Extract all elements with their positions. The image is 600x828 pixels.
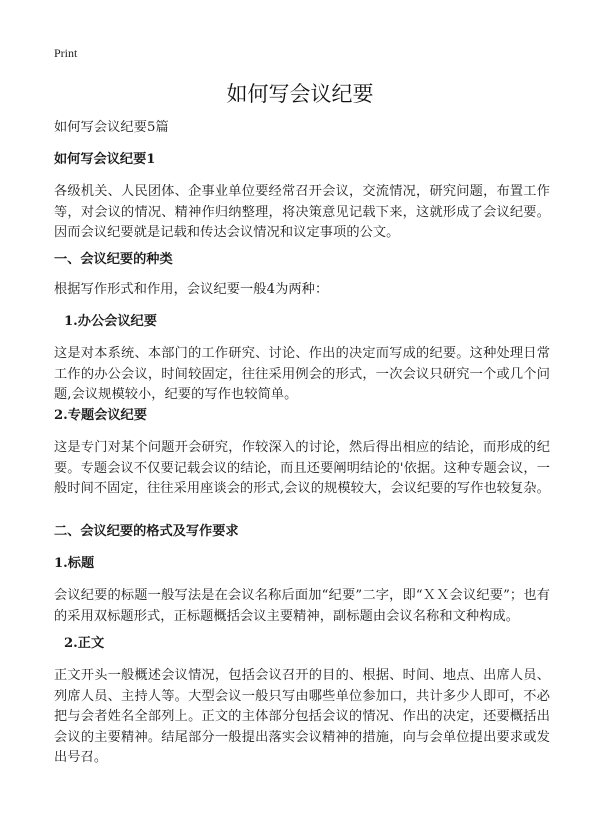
- section-2-heading: [54, 522, 550, 542]
- section-1-heading: [54, 250, 550, 270]
- section-1-2-heading: [54, 406, 550, 426]
- paragraph-3-text: 这是对本系统、本部门的工作研究、讨论、作出的决定而写成的纪要。这种处理日常工作的办公会议，时间较固定，往往采用例会的形式，一次会议只研究一个或几个问题,会议规模较小，纪要的写作也较简单。: [54, 346, 550, 402]
- paragraph-4: [54, 438, 550, 500]
- section-1-text: 一、会议纪要的种类: [54, 252, 173, 267]
- intro-text: [54, 118, 550, 139]
- paragraph-2-text: 根据写作形式和作用，会议纪要一般4为两种：: [54, 282, 329, 297]
- paragraph-4-text: 这是专门对某个问题开会研究，作较深入的讨论，然后得出相应的结论，而形成的纪要。专题会议不仅要记载会议的结论，而且还要阐明结论的'依据。这种专题会议，一般时间不固定，往往采用座谈会的形式,会议的规模较大，会议纪要的写作也较复杂。: [54, 440, 550, 496]
- paragraph-2: [54, 280, 550, 301]
- paragraph-5: [54, 586, 550, 627]
- paragraph-6: [54, 666, 550, 769]
- section-1-1-text: 1.办公会议纪要: [64, 314, 157, 329]
- intro-line: 如何写会议纪要5篇: [54, 120, 169, 135]
- paragraph-1-text: 各级机关、人民团体、企事业单位要经常召开会议，交流情况，研究问题，布置工作等，对会议的情况、精神作归纳整理，将决策意见记载下来，这就形成了会议纪要。因而会议纪要就是记载和传达会议情况和议定事项的公文。: [54, 184, 550, 240]
- page-title: 如何写会议纪要: [226, 82, 374, 106]
- subtitle-heading: [54, 150, 550, 170]
- paragraph-3: [54, 344, 550, 406]
- section-2-2-text: 2.正文: [64, 636, 105, 651]
- subtitle-text: 如何写会议纪要1: [54, 152, 156, 167]
- section-2-1-heading: [54, 554, 550, 574]
- paragraph-5-text: 会议纪要的标题一般写法是在会议名称后面加“纪要”二字，即“ＸＸ会议纪要”；也有的采用双标题形式，正标题概括会议主要精神，副标题由会议名称和文种构成。: [54, 588, 550, 624]
- section-1-1-heading: [54, 312, 560, 332]
- paragraph-6-text: 正文开头一般概述会议情况，包括会议召开的目的、根据、时间、地点、出席人员、列席人员、主持人等。大型会议一般只写由哪些单位参加口，共计多少人即可，不必把与会者姓名全部列上。正文的主体部分包括会议的情况、作出的决定，还要概括出会议的主要精神。结尾部分一般提出落实会议精神的措施，向与会单位提出要求或发出号召。: [54, 668, 550, 765]
- section-2-2-heading: [54, 634, 560, 654]
- paragraph-1: [54, 182, 550, 244]
- section-2-1-text: 1.标题: [54, 556, 95, 571]
- print-link[interactable]: Print: [54, 46, 78, 60]
- section-1-2-text: 2.专题会议纪要: [54, 408, 147, 423]
- section-2-text: 二、会议纪要的格式及写作要求: [54, 524, 239, 539]
